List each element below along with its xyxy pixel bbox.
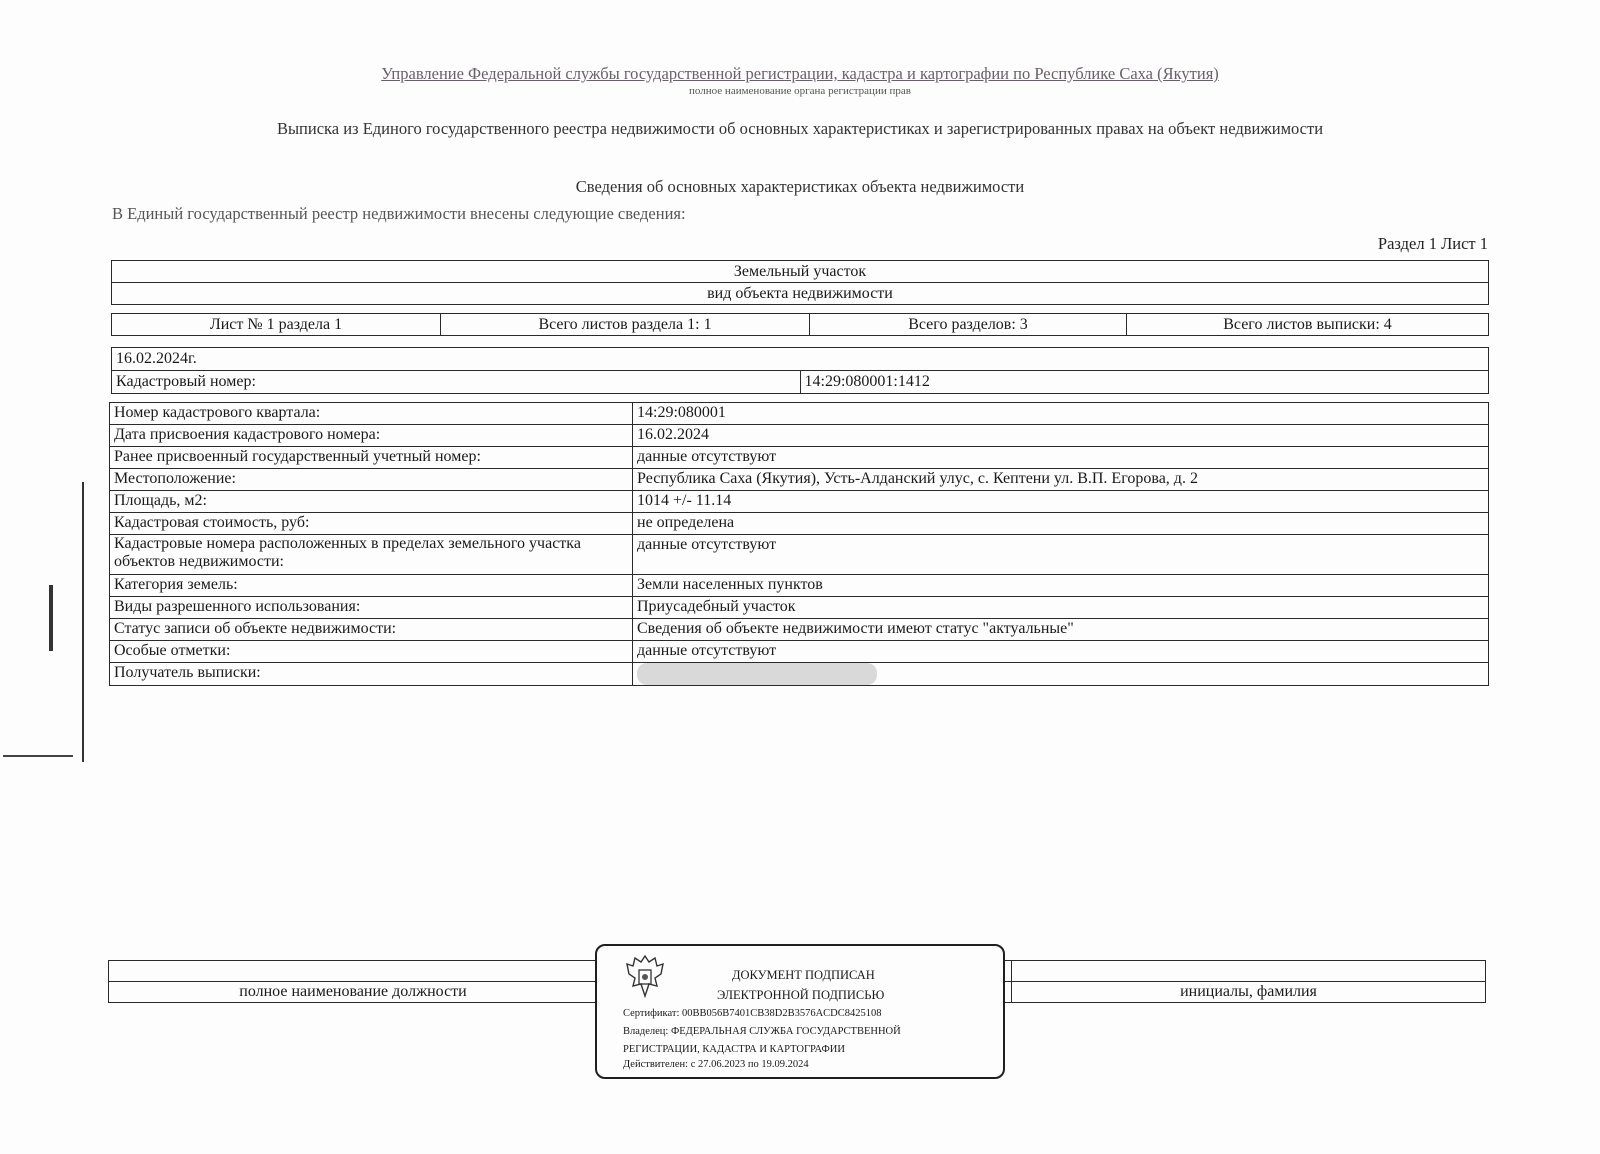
row-label: Получатель выписки:	[110, 663, 633, 686]
extract-title: Выписка из Единого государственного реестра недвижимости об основных характеристиках и зарегистрированных правах на объект недвижимости	[276, 119, 1324, 138]
row-label: Статус записи об объекте недвижимости:	[110, 619, 633, 641]
row-label: Ранее присвоенный государственный учетный номер:	[110, 447, 633, 469]
row-value: данные отсутствуют	[633, 447, 1489, 469]
row-value: Земли населенных пунктов	[633, 575, 1489, 597]
table-row	[110, 425, 1489, 447]
scan-edge-bottom	[3, 755, 73, 757]
row-value: не определена	[633, 513, 1489, 535]
table-row	[110, 447, 1489, 469]
certificate-owner-2: РЕГИСТРАЦИИ, КАДАСТРА И КАРТОГРАФИИ	[623, 1044, 845, 1055]
row-label: Местоположение:	[110, 469, 633, 491]
sheet-reference: Раздел 1 Лист 1	[1377, 234, 1488, 253]
characteristics-table	[109, 402, 1489, 686]
row-value: Республика Саха (Якутия), Усть-Алданский улус, с. Кептени ул. В.П. Егорова, д. 2	[633, 469, 1489, 491]
row-label: Номер кадастрового квартала:	[110, 403, 633, 425]
object-type-table	[111, 260, 1489, 305]
certificate-number: Сертификат: 00BB056B7401CB38D2B3576ACDC8425108	[623, 1008, 882, 1019]
row-label: Виды разрешенного использования:	[110, 597, 633, 619]
redaction-mark	[637, 663, 877, 685]
row-value: Сведения об объекте недвижимости имеют статус "актуальные"	[633, 619, 1489, 641]
position-blank	[109, 961, 598, 982]
certificate-owner: Владелец: ФЕДЕРАЛЬНАЯ СЛУЖБА ГОСУДАРСТВЕННОЙ	[623, 1026, 901, 1037]
sections-total: Всего разделов: 3	[810, 314, 1127, 336]
name-blank	[1012, 961, 1486, 982]
row-value: Приусадебный участок	[633, 597, 1489, 619]
date-cadastral-table	[111, 347, 1489, 394]
name-caption: инициалы, фамилия	[1012, 982, 1486, 1003]
table-row	[110, 469, 1489, 491]
table-row	[110, 403, 1489, 425]
row-label: Категория земель:	[110, 575, 633, 597]
table-row	[110, 641, 1489, 663]
certificate-validity: Действителен: с 27.06.2023 по 19.09.2024	[623, 1059, 809, 1070]
table-row	[110, 619, 1489, 641]
agency-caption: полное наименование органа регистрации прав	[689, 85, 911, 97]
signed-label-2: ЭЛЕКТРОННОЙ ПОДПИСЬЮ	[717, 988, 885, 1002]
recipient-redacted	[633, 663, 1489, 686]
sheets-total: Всего листов выписки: 4	[1127, 314, 1489, 336]
sheet-number: Лист № 1 раздела 1	[112, 314, 441, 336]
object-type-caption: вид объекта недвижимости	[112, 283, 1489, 305]
row-value: 14:29:080001	[633, 403, 1489, 425]
cadastral-number-label: Кадастровый номер:	[112, 371, 801, 394]
scan-edge-line	[82, 482, 84, 762]
cadastral-number-value: 14:29:080001:1412	[800, 371, 1489, 394]
extract-date: 16.02.2024г.	[112, 348, 1489, 371]
position-caption: полное наименование должности	[109, 982, 598, 1003]
row-value: данные отсутствуют	[633, 641, 1489, 663]
intro-text: В Единый государственный реестр недвижимости внесены следующие сведения:	[112, 204, 686, 223]
table-row	[110, 513, 1489, 535]
table-row	[110, 597, 1489, 619]
table-row	[110, 575, 1489, 597]
agency-name: Управление Федеральной службы государственной регистрации, кадастра и картографии по Республике Саха (Якутия)	[381, 64, 1219, 83]
table-row	[110, 663, 1489, 686]
electronic-signature-stamp	[595, 944, 1005, 1079]
signed-label: ДОКУМЕНТ ПОДПИСАН	[732, 968, 875, 982]
sheets-table	[111, 313, 1489, 336]
row-label: Кадастровая стоимость, руб:	[110, 513, 633, 535]
section-title: Сведения об основных характеристиках объекта недвижимости	[575, 177, 1025, 196]
row-label: Площадь, м2:	[110, 491, 633, 513]
row-label: Кадастровые номера расположенных в пределах земельного участка объектов недвижимости:	[110, 535, 633, 575]
row-value: данные отсутствуют	[633, 535, 1489, 575]
row-label: Особые отметки:	[110, 641, 633, 663]
object-type: Земельный участок	[112, 261, 1489, 283]
row-label: Дата присвоения кадастрового номера:	[110, 425, 633, 447]
row-value: 1014 +/- 11.14	[633, 491, 1489, 513]
scan-edge-mark	[49, 585, 53, 651]
row-value: 16.02.2024	[633, 425, 1489, 447]
table-row	[110, 535, 1489, 575]
table-row	[110, 491, 1489, 513]
coat-of-arms-icon	[623, 952, 667, 1000]
sheets-in-section: Всего листов раздела 1: 1	[441, 314, 810, 336]
